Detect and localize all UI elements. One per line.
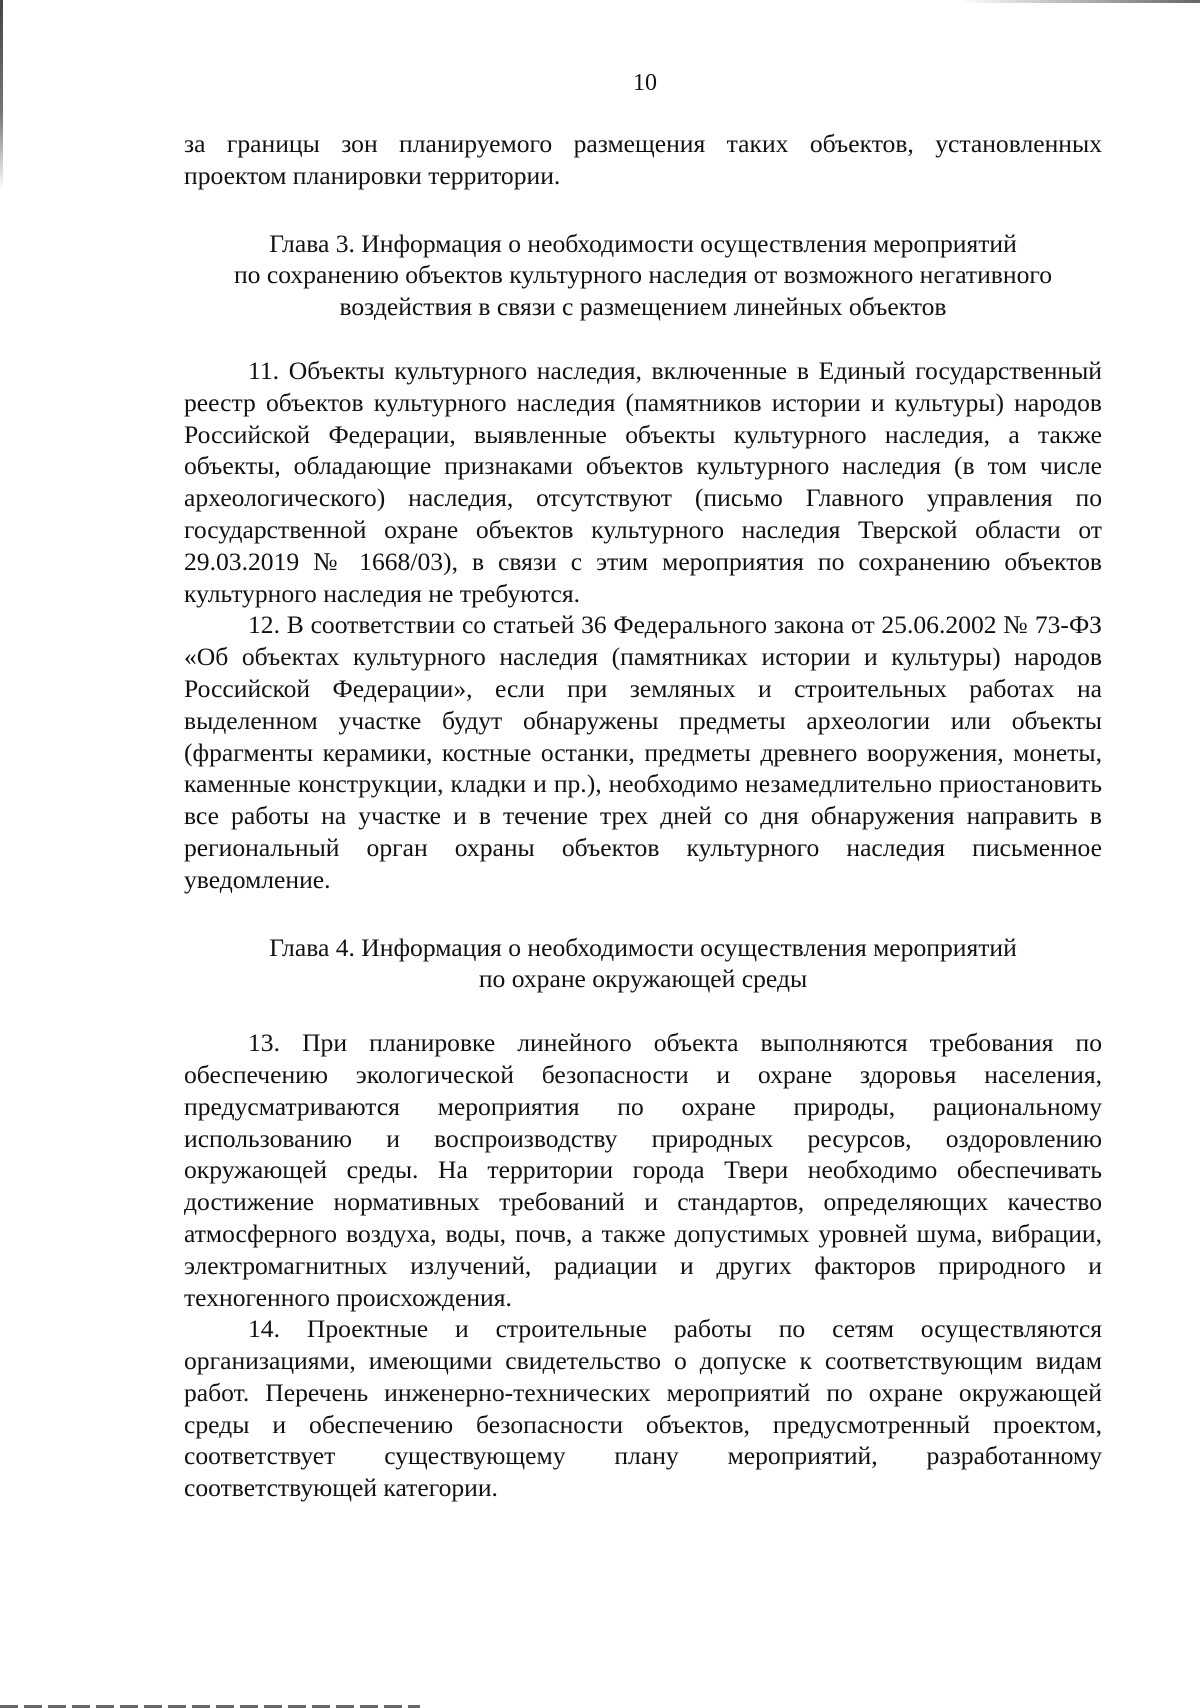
chapter-3-heading-line: воздействия в связи с размещением линейных объектов	[339, 292, 947, 322]
chapter-4-heading	[184, 932, 1102, 996]
chapter-4-heading-line: Глава 4. Информация о необходимости осуществления мероприятий	[269, 932, 1017, 962]
paragraph-11: 11. Объекты культурного наследия, включенные в Единый государственный реестр объектов культурного наследия (памятников истории и культуры) народов Российской Федерации, выявленные объекты культурного наследия, а также объекты, обладающие признаками объектов культурного наследия (в том числе археологического) наследия, отсутствуют (письмо Главного управления по государственной охране объектов культурного наследия Тверской области от 29.03.2019 № 1668/03), в связи с этим мероприятия по сохранению объектов культурного наследия не требуются.	[184, 355, 1102, 608]
page-number: 10	[633, 70, 657, 96]
paragraph-12: 12. В соответствии со статьей 36 Федерального закона от 25.06.2002 № 73-ФЗ «Об объектах культурного наследия (памятниках истории и культуры) народов Российской Федерации», если при земляных и строительных работах на выделенном участке будут обнаружены предметы археологии или объекты (фрагменты керамики, костные останки, предметы древнего вооружения, монеты, каменные конструкции, кладки и пр.), необходимо незамедлительно приостановить все работы на участке и в течение трех дней со дня обнаружения направить в региональный орган охраны объектов культурного наследия письменное уведомление.	[184, 610, 1102, 894]
chapter-3-heading-line: Глава 3. Информация о необходимости осуществления мероприятий	[269, 228, 1017, 258]
scan-edge-top	[960, 0, 1200, 3]
chapter-4-heading-line: по охране окружающей среды	[478, 964, 808, 994]
paragraph-14: 14. Проектные и строительные работы по сетям осуществляются организациями, имеющими свидетельство о допуске к соответствующим видам работ. Перечень инженерно-технических мероприятий по охране окружающей среды и обеспечению безопасности объектов, предусмотренный проектом, соответствует существующему плану мероприятий, разработанному соответствующей категории.	[184, 1314, 1102, 1503]
chapter-3-heading	[184, 228, 1102, 323]
paragraph-13: 13. При планировке линейного объекта выполняются требования по обеспечению экологической безопасности и охране здоровья населения, предусматриваются мероприятия по охране природы, рациональному использованию и воспроизводству природных ресурсов, оздоровлению окружающей среды. На территории города Твери необходимо обеспечивать достижение нормативных требований и стандартов, определяющих качество атмосферного воздуха, воды, почв, а также допустимых уровней шума, вибрации, электромагнитных излучений, радиации и других факторов природного и техногенного происхождения.	[184, 1028, 1102, 1312]
intro-continuation-paragraph: за границы зон планируемого размещения таких объектов, установленных проектом планировки территории.	[184, 129, 1102, 190]
document-body	[184, 128, 1102, 1504]
chapter-3-heading-line: по сохранению объектов культурного наследия от возможного негативного	[233, 260, 1053, 290]
